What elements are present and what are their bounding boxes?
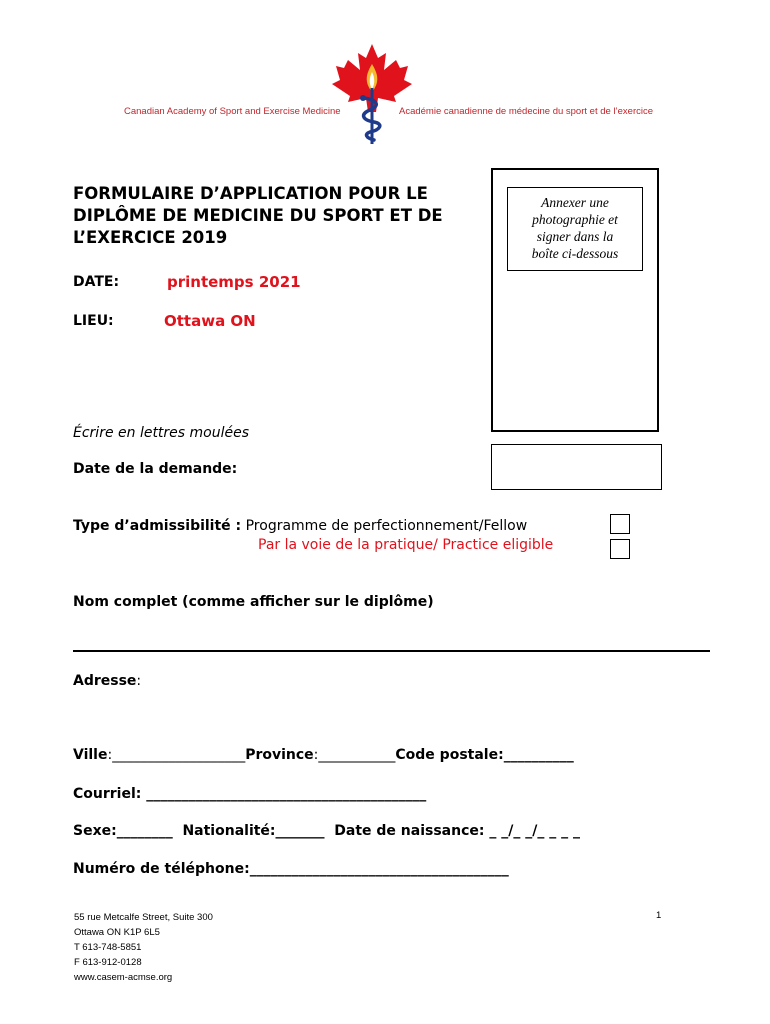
date-value: printemps 2021	[167, 273, 301, 291]
postal-code-label: Code postale:	[395, 747, 504, 763]
form-title-line: L’EXERCICE 2019	[73, 228, 228, 247]
nationality-label: Nationalité:	[182, 823, 276, 839]
page-number: 1	[656, 910, 662, 921]
address-row[interactable]	[73, 673, 141, 689]
sex-field[interactable]: ________	[116, 823, 173, 839]
personal-info-row	[73, 823, 580, 839]
full-name-line[interactable]	[73, 650, 710, 652]
postal-code-field[interactable]: __________	[503, 747, 574, 763]
full-name-label: Nom complet (comme afficher sur le diplôme)	[73, 594, 434, 610]
practice-eligible-checkbox[interactable]	[610, 539, 630, 559]
lieu-label: LIEU:	[73, 313, 114, 329]
photo-instructions-line: boîte ci-dessous	[531, 246, 619, 261]
footer-line: Ottawa ON K1P 6L5	[74, 927, 160, 938]
province-field[interactable]: :___________	[313, 747, 396, 763]
province-label: Province	[245, 747, 314, 763]
city-label: Ville	[73, 747, 108, 763]
footer-website-link[interactable]: www.casem-acmse.org	[74, 972, 173, 983]
eligibility-option-fellow: Programme de perfectionnement/Fellow	[245, 518, 528, 534]
sex-label: Sexe:	[73, 823, 117, 839]
footer-line: 55 rue Metcalfe Street, Suite 300	[74, 912, 213, 923]
lieu-value: Ottawa ON	[164, 312, 256, 330]
academy-logo	[330, 42, 414, 150]
address-label: Adresse	[73, 673, 137, 689]
city-field[interactable]: :___________________	[107, 747, 246, 763]
photo-instructions-line: photographie et	[532, 212, 618, 227]
eligibility-type-row	[73, 518, 527, 534]
request-date-label: Date de la demande:	[73, 461, 238, 477]
photo-instructions-line: signer dans la	[536, 229, 614, 244]
fellow-checkbox[interactable]	[610, 514, 630, 534]
email-row	[73, 786, 426, 802]
footer-line: F 613-912-0128	[74, 957, 142, 968]
photo-instructions-line: Annexer une	[541, 195, 609, 210]
eligibility-option-practice: Par la voie de la pratique/ Practice eligible	[258, 537, 554, 553]
maple-leaf-caduceus-icon	[330, 42, 414, 150]
phone-label: Numéro de téléphone:	[73, 861, 250, 877]
footer-line: T 613-748-5851	[74, 942, 142, 953]
form-title	[73, 183, 493, 249]
eligibility-type-label: Type d’admissibilité :	[73, 518, 242, 534]
email-field[interactable]: ________________________________________	[141, 786, 427, 802]
org-name-english: Canadian Academy of Sport and Exercise Medicine	[124, 106, 341, 117]
print-instruction: Écrire en lettres moulées	[73, 425, 250, 441]
birth-date-label: Date de naissance	[334, 823, 479, 839]
footer-address	[74, 910, 213, 985]
request-date-field[interactable]	[491, 444, 662, 490]
address-colon: :	[136, 673, 142, 689]
date-label: DATE:	[73, 274, 120, 290]
nationality-field[interactable]: _______	[275, 823, 325, 839]
form-title-line: DIPLÔME DE MEDICINE DU SPORT ET DE	[73, 206, 443, 225]
photo-instructions	[507, 187, 643, 271]
form-title-line: FORMULAIRE D’APPLICATION POUR LE	[73, 184, 428, 203]
birth-date-field[interactable]: : _ _/_ _/_ _ _ _	[478, 823, 580, 839]
email-label: Courriel:	[73, 786, 142, 802]
phone-field[interactable]: _____________________________________	[249, 861, 509, 877]
phone-row	[73, 861, 509, 877]
org-name-french: Académie canadienne de médecine du sport et de l’exercice	[399, 106, 654, 117]
location-row	[73, 747, 574, 763]
